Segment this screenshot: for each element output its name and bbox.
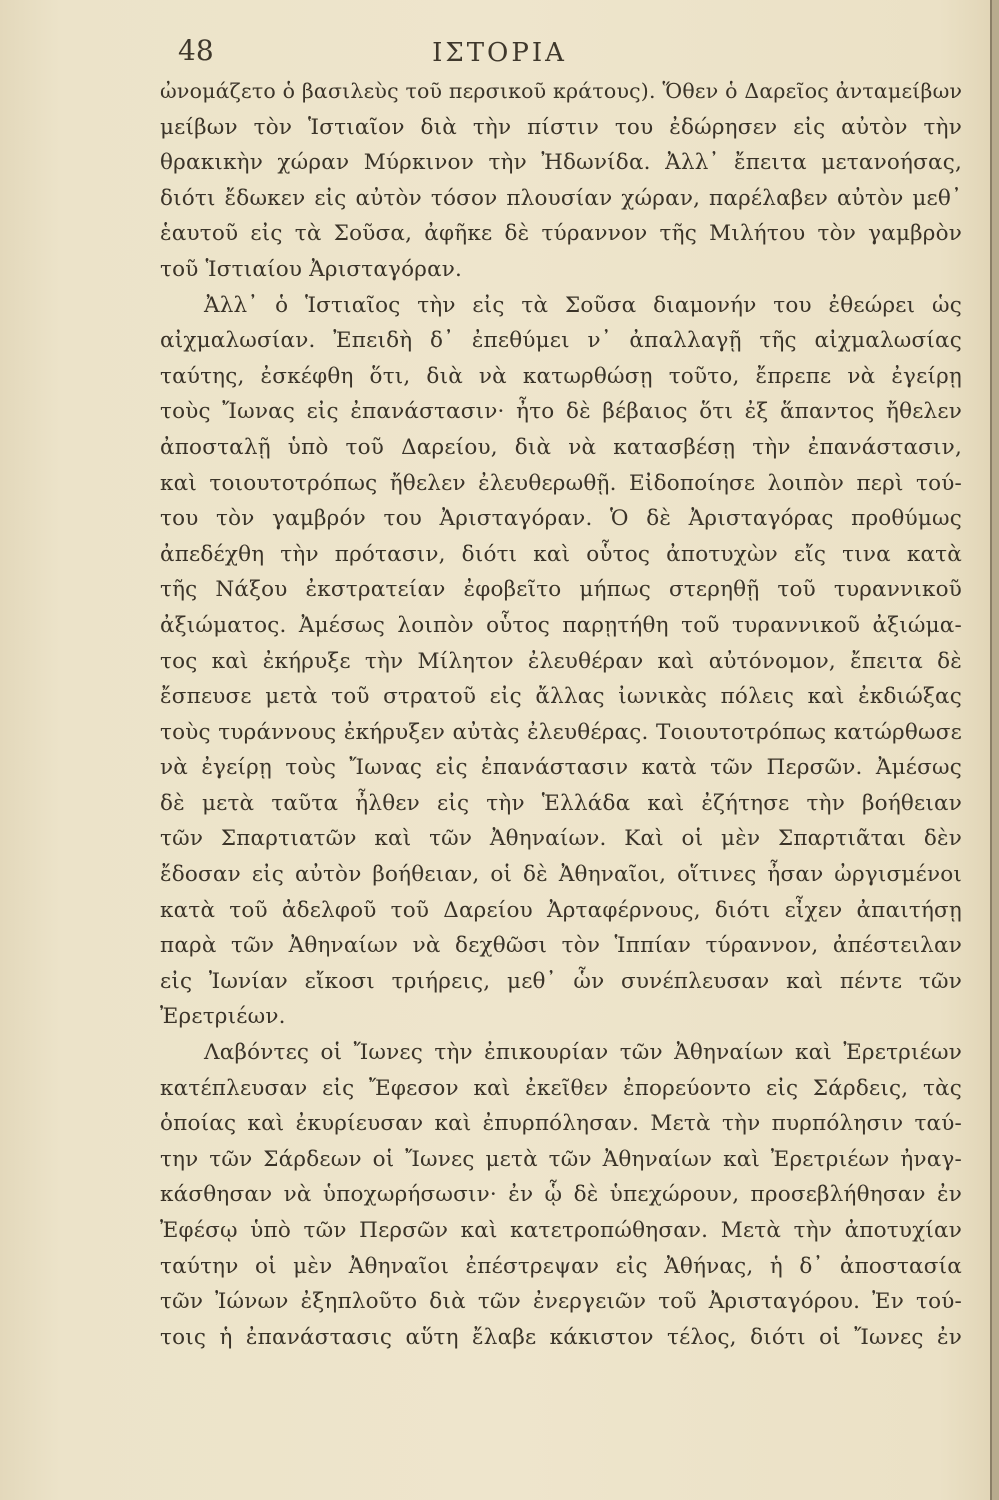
running-title: ΙΣΤΟΡΙΑ [432, 38, 567, 68]
text-line: κατὰ τοῦ ἀδελφοῦ τοῦ Δαρείου Ἀρταφέρνους, διότι εἶχεν ἀπαιτήσῃ [160, 897, 962, 923]
text-line: ἀξιώματος. Ἀμέσως λοιπὸν οὗτος παρῃτήθη τοῦ τυραννικοῦ ἀξιώμα- [160, 612, 962, 638]
text-line: ἀπεδέχθη τὴν πρότασιν, διότι καὶ οὗτος ἀποτυχὼν εἴς τινα κατὰ [160, 541, 962, 567]
text-line: ταύτην οἱ μὲν Ἀθηναῖοι ἐπέστρεψαν εἰς Ἀθήνας, ἡ δ᾽ ἀποστασία [160, 1253, 962, 1279]
text-line: του τὸν γαμβρόν του Ἀρισταγόραν. Ὁ δὲ Ἀρισταγόρας προθύμως [160, 506, 962, 532]
text-line: αἰχμαλωσίαν. Ἐπειδὴ δ᾽ ἐπεθύμει ν᾽ ἀπαλλαγῇ τῆς αἰχμαλωσίας [160, 328, 962, 354]
text-line: τῆς Νάξου ἐκστρατείαν ἐφοβεῖτο μήπως στερηθῇ τοῦ τυραννικοῦ [160, 577, 962, 603]
text-line: τῶν Ἰώνων ἐξηπλοῦτο διὰ τῶν ἐνεργειῶν τοῦ Ἀρισταγόρου. Ἐν τού- [160, 1289, 962, 1315]
text-line: τῶν Σπαρτιατῶν καὶ τῶν Ἀθηναίων. Καὶ οἱ μὲν Σπαρτιᾶται δὲν [160, 826, 962, 852]
text-line: ἔδοσαν εἰς αὐτὸν βοήθειαν, οἱ δὲ Ἀθηναῖοι, οἵτινες ἦσαν ὠργισμένοι [160, 862, 962, 888]
text-line: ὁποίας καὶ ἐκυρίευσαν καὶ ἐπυρπόλησαν. Μετὰ τὴν πυρπόλησιν ταύ- [160, 1111, 962, 1137]
page-edge [990, 0, 999, 1500]
text-line: νὰ ἐγείρῃ τοὺς Ἴωνας εἰς ἐπανάστασιν κατὰ τῶν Περσῶν. Ἀμέσως [160, 755, 962, 781]
text-line: τος καὶ ἐκήρυξε τὴν Μίλητον ἐλευθέραν καὶ αὐτόνομον, ἔπειτα δὲ [160, 648, 962, 674]
text-line: ἔσπευσε μετὰ τοῦ στρατοῦ εἰς ἄλλας ἰωνικὰς πόλεις καὶ ἐκδιώξας [160, 684, 962, 710]
text-line: Ἐρετριέων. [160, 1004, 286, 1030]
text-line: διότι ἔδωκεν εἰς αὐτὸν τόσον πλουσίαν χώραν, παρέλαβεν αὐτὸν μεθ᾽ [160, 185, 962, 211]
text-line: τοῦ Ἱστιαίου Ἀρισταγόραν. [160, 256, 463, 282]
text-line: ἀποσταλῇ ὑπὸ τοῦ Δαρείου, διὰ νὰ κατασβέσῃ τὴν ἐπανάστασιν, [160, 434, 962, 460]
page-number: 48 [178, 34, 214, 67]
text-line: τοὺς τυράννους ἐκήρυξεν αὐτὰς ἐλευθέρας. Τοιουτοτρόπως κατώρθωσε [160, 719, 962, 745]
text-line: Ἀλλ᾽ ὁ Ἱστιαῖος τὴν εἰς τὰ Σοῦσα διαμονήν του ἐθεώρει ὡς [204, 292, 962, 318]
text-line: Λαβόντες οἱ Ἴωνες τὴν ἐπικουρίαν τῶν Ἀθηναίων καὶ Ἐρετριέων [204, 1040, 962, 1066]
text-line: θρακικὴν χώραν Μύρκινον τὴν Ἠδωνίδα. Ἀλλ᾽ ἔπειτα μετανοήσας, [160, 150, 962, 176]
page-header [0, 34, 999, 74]
text-line: Ἐφέσῳ ὑπὸ τῶν Περσῶν καὶ κατετροπώθησαν. Μετὰ τὴν ἀποτυχίαν [160, 1218, 962, 1243]
text-line: τοὺς Ἴωνας εἰς ἐπανάστασιν· ἦτο δὲ βέβαιος ὅτι ἐξ ἅπαντος ἤθελεν [160, 399, 962, 425]
text-line: εἰς Ἰωνίαν εἴκοσι τριήρεις, μεθ᾽ ὧν συνέπλευσαν καὶ πέντε τῶν [160, 968, 962, 994]
body-text [160, 74, 962, 1355]
text-line: δὲ μετὰ ταῦτα ἦλθεν εἰς τὴν Ἑλλάδα καὶ ἐζήτησε τὴν βοήθειαν [160, 790, 962, 816]
text-line: κατέπλευσαν εἰς Ἔφεσον καὶ ἐκεῖθεν ἐπορεύοντο εἰς Σάρδεις, τὰς [160, 1075, 962, 1101]
text-line: τοις ἡ ἐπανάστασις αὕτη ἔλαβε κάκιστον τέλος, διότι οἱ Ἴωνες ἐν [160, 1324, 962, 1350]
text-line: μείβων τὸν Ἱστιαῖον διὰ τὴν πίστιν του ἐδώρησεν εἰς αὐτὸν τὴν [160, 114, 962, 140]
text-line: την τῶν Σάρδεων οἱ Ἴωνες μετὰ τῶν Ἀθηναίων καὶ Ἐρετριέων ἠναγ- [160, 1146, 962, 1172]
text-line: ὠνομάζετο ὁ βασιλεὺς τοῦ περσικοῦ κράτους). Ὅθεν ὁ Δαρεῖος ἀνταμείβων [160, 79, 963, 103]
text-line: καὶ τοιουτοτρόπως ἤθελεν ἐλευθερωθῇ. Εἰδοποίησε λοιπὸν περὶ τού- [160, 470, 962, 496]
text-line: ἑαυτοῦ εἰς τὰ Σοῦσα, ἀφῆκε δὲ τύραννον τῆς Μιλήτου τὸν γαμβρὸν [160, 221, 962, 247]
text-line: παρὰ τῶν Ἀθηναίων νὰ δεχθῶσι τὸν Ἱππίαν τύραννον, ἀπέστειλαν [160, 933, 962, 959]
text-line: κάσθησαν νὰ ὑποχωρήσωσιν· ἐν ᾧ δὲ ὑπεχώρουν, προσεβλήθησαν ἐν [160, 1182, 962, 1208]
text-line: ταύτης, ἐσκέφθη ὅτι, διὰ νὰ κατωρθώσῃ τοῦτο, ἔπρεπε νὰ ἐγείρῃ [160, 363, 962, 389]
